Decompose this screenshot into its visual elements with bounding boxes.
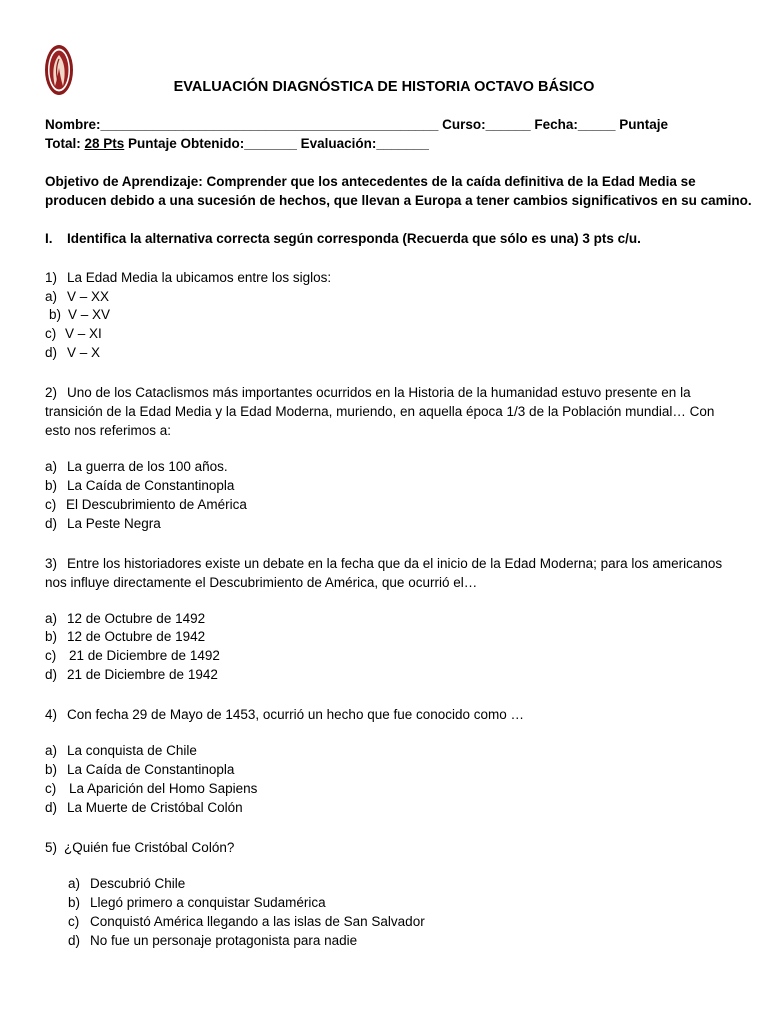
option-text: La Caída de Constantinopla [67, 762, 235, 777]
option-letter: b) [45, 762, 58, 777]
objective-line-1: Objetivo de Aprendizaje: Comprender que los antecedentes de la caída definitiva de la Edad Media se [45, 174, 696, 189]
option-3a [45, 611, 205, 626]
question-2 [45, 383, 735, 440]
option-5d [68, 933, 357, 948]
question-number: 2) [45, 385, 58, 400]
question-text: Con fecha 29 de Mayo de 1453, ocurrió un hecho que fue conocido como … [67, 707, 525, 722]
option-5b [68, 895, 326, 910]
option-text: 21 de Diciembre de 1492 [69, 648, 220, 663]
question-text: La Edad Media la ubicamos entre los siglos: [67, 270, 332, 285]
option-4d [45, 800, 243, 815]
option-letter: d) [68, 933, 81, 948]
option-text: 12 de Octubre de 1492 [67, 611, 206, 626]
option-letter: d) [45, 800, 58, 815]
option-letter: b) [45, 629, 58, 644]
option-text: La Muerte de Cristóbal Colón [67, 800, 243, 815]
option-text: La conquista de Chile [67, 743, 197, 758]
question-3 [45, 554, 735, 592]
option-letter: c) [45, 497, 57, 512]
option-text: V – XX [67, 289, 110, 304]
option-letter: d) [45, 667, 58, 682]
option-text: La guerra de los 100 años. [67, 459, 228, 474]
total-label: Total: [45, 136, 85, 151]
question-text: Entre los historiadores existe un debate en la fecha que da el inicio de la Edad Moderna; para los americanos nos influye directamente el Descubrimiento de América, que ocurrió el… [45, 556, 723, 590]
option-letter: c) [45, 326, 57, 341]
option-2d [45, 516, 161, 531]
option-letter: a) [45, 743, 58, 758]
option-text: Descubrió Chile [90, 876, 186, 891]
option-4c [45, 781, 257, 796]
option-text: La Caída de Constantinopla [67, 478, 235, 493]
option-3b [45, 629, 205, 644]
option-letter: b) [68, 895, 81, 910]
option-text: El Descubrimiento de América [66, 497, 247, 512]
question-4 [45, 705, 735, 724]
student-info-line-1: Nombre:_____________________________________________ Curso:______ Fecha:_____ Puntaje [45, 117, 668, 132]
question-number: 4) [45, 707, 58, 722]
option-text: 21 de Diciembre de 1942 [67, 667, 218, 682]
option-2a [45, 459, 228, 474]
option-3d [45, 667, 218, 682]
total-points: 28 Pts [84, 136, 125, 151]
option-text: Llegó primero a conquistar Sudamérica [90, 895, 326, 910]
option-1b [49, 307, 110, 322]
question-1 [45, 268, 735, 287]
option-text: No fue un personaje protagonista para nadie [90, 933, 358, 948]
option-4a [45, 743, 197, 758]
section-number: I. [45, 231, 53, 246]
option-text: V – XI [65, 326, 102, 341]
option-letter: a) [45, 611, 58, 626]
option-text: La Peste Negra [67, 516, 161, 531]
student-info-line-2 [45, 136, 429, 151]
option-text: V – X [67, 345, 101, 360]
option-letter: d) [45, 516, 58, 531]
question-number: 5) [45, 840, 58, 855]
option-letter: b) [49, 307, 62, 322]
page-title: EVALUACIÓN DIAGNÓSTICA DE HISTORIA OCTAVO BÁSICO [173, 79, 595, 95]
option-text: La Aparición del Homo Sapiens [69, 781, 258, 796]
option-2b [45, 478, 234, 493]
option-letter: c) [45, 648, 57, 663]
option-2c [45, 497, 247, 512]
option-letter: c) [45, 781, 57, 796]
section-heading [45, 231, 641, 246]
option-letter: b) [45, 478, 58, 493]
option-letter: c) [68, 914, 80, 929]
option-5a [68, 876, 185, 891]
option-text: 12 de Octubre de 1942 [67, 629, 206, 644]
option-letter: d) [45, 345, 58, 360]
option-5c [68, 914, 425, 929]
question-number: 3) [45, 556, 58, 571]
option-letter: a) [45, 459, 58, 474]
option-text: V – XV [68, 307, 111, 322]
objective-line-2: producen debido a una sucesión de hechos, que llevan a Europa a tener cambios significativos en su camino. [45, 193, 752, 208]
option-1c [45, 326, 102, 341]
question-5 [45, 838, 735, 857]
option-text: Conquistó América llegando a las islas de San Salvador [90, 914, 425, 929]
option-3c [45, 648, 220, 663]
score-fields: Puntaje Obtenido:_______ Evaluación:_______ [124, 136, 429, 151]
section-heading-text: Identifica la alternativa correcta según corresponda (Recuerda que sólo es una) 3 pts c/u. [67, 231, 641, 246]
option-4b [45, 762, 234, 777]
option-1d [45, 345, 100, 360]
option-letter: a) [68, 876, 81, 891]
question-number: 1) [45, 270, 58, 285]
question-text: ¿Quién fue Cristóbal Colón? [64, 840, 235, 855]
option-letter: a) [45, 289, 58, 304]
question-text: Uno de los Cataclismos más importantes ocurridos en la Historia de la humanidad estuvo presente en la transición de la Edad Media y la Edad Moderna, muriendo, en aquella época 1/3 de la Población mundial… Con esto nos referimos a: [45, 385, 715, 438]
option-1a [45, 289, 109, 304]
